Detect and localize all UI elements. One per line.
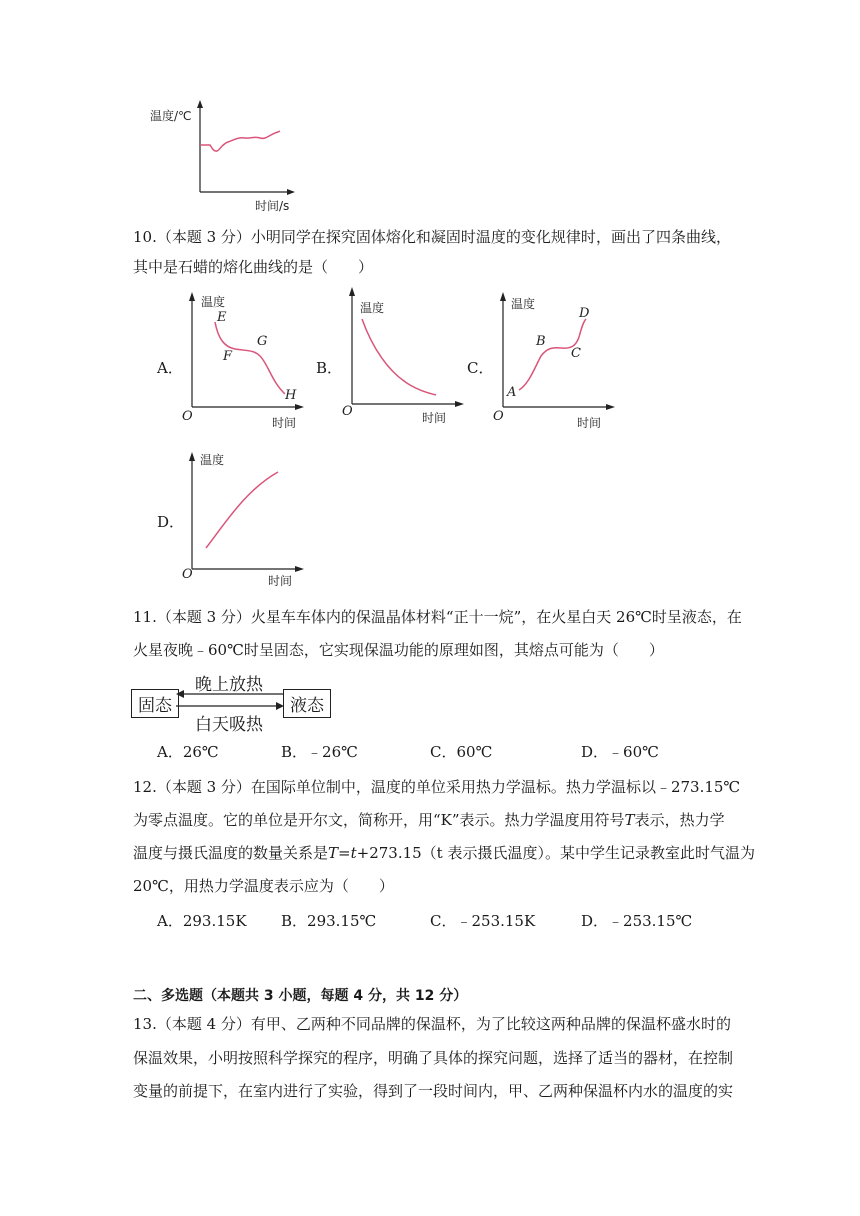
q11-arrow-left-head	[176, 690, 184, 698]
q12-formula: T=t+	[328, 844, 370, 862]
q11-line2: 火星夜晚﹣60℃时呈固态，它实现保温功能的原理如图，其熔点可能为（ ）	[133, 641, 664, 659]
q10-option-c-graph	[491, 292, 621, 432]
q10-option-d-graph	[180, 452, 310, 592]
q10-option-d-letter[interactable]: D．	[157, 513, 185, 531]
q10a-point-h: H	[285, 388, 297, 403]
q10b-y-arrow	[349, 287, 355, 296]
q10c-point-a: A	[507, 385, 517, 400]
q10d-y-arrow	[189, 452, 195, 461]
q10a-point-f: F	[223, 349, 233, 364]
q11-liquid-box: 液态	[283, 689, 331, 718]
q10c-point-b: B	[536, 334, 546, 349]
q10a-ylabel: 温度	[201, 295, 226, 309]
q10d-x-arrow	[295, 566, 304, 572]
q13-line3: 变量的前提下，在室内进行了实验，得到了一段时间内，甲、乙两种保温杯内水的温度的实	[133, 1082, 734, 1100]
q12-line1: 12.（本题 3 分）在国际单位制中，温度的单位采用热力学温标。热力学温标以﹣273.15℃	[133, 778, 741, 796]
section-2-heading: 二、多选题（本题共 3 小题，每题 4 分，共 12 分）	[133, 988, 468, 1004]
q12-line3-start: 温度与摄氏温度的数量关系是	[133, 844, 329, 862]
q12-line3	[133, 841, 755, 865]
q11-arrows	[176, 690, 286, 710]
q11-arrow-right-head	[276, 702, 284, 710]
q10a-point-g: G	[257, 334, 268, 349]
q10a-origin: O	[182, 409, 193, 424]
q12-line2	[133, 808, 725, 832]
q10c-x-arrow	[606, 404, 615, 410]
q11-top-arrow-label: 晚上放热	[195, 675, 263, 695]
q10a-x-arrow	[295, 404, 304, 410]
q12-option-d[interactable]: D．﹣253.15℃	[581, 912, 693, 930]
q10c-ylabel: 温度	[511, 297, 536, 311]
q10d-ylabel: 温度	[200, 453, 225, 467]
q10b-xlabel: 时间	[422, 411, 447, 425]
q10b-ylabel: 温度	[360, 301, 385, 315]
q10-option-a-graph	[180, 292, 310, 432]
q10b-origin: O	[342, 404, 353, 419]
q13-line2: 保温效果，小明按照科学探究的程序，明确了具体的探究问题，选择了适当的器材，在控制	[133, 1049, 734, 1067]
q11-line1: 11.（本题 3 分）火星车车体内的保温晶体材料“正十一烷”，在火星白天 26℃时呈液态，在	[133, 608, 742, 626]
q10d-curve	[206, 472, 278, 548]
q10-line1: 10.（本题 3 分）小明同学在探究固体熔化和凝固时温度的变化规律时，画出了四条曲线，	[133, 228, 731, 246]
top-graph-y-arrow	[197, 100, 203, 108]
q11-bottom-arrow-label: 白天吸热	[195, 715, 263, 735]
q12-option-c[interactable]: C．﹣253.15K	[430, 912, 536, 930]
q11-option-d[interactable]: D．﹣60℃	[581, 743, 659, 761]
q10-option-b-letter[interactable]: B．	[316, 359, 343, 377]
q10-line2: 其中是石蜡的熔化曲线的是（ ）	[133, 258, 374, 276]
q10b-curve	[362, 319, 436, 395]
q10d-origin: O	[182, 567, 193, 582]
q10b-x-arrow	[455, 401, 464, 407]
q11-option-c[interactable]: C．60℃	[430, 743, 493, 761]
q10c-origin: O	[493, 409, 504, 424]
q10d-xlabel: 时间	[268, 574, 293, 588]
q13-line1: 13.（本题 4 分）有甲、乙两种不同品牌的保温杯，为了比较这两种品牌的保温杯盛水时的	[133, 1015, 731, 1033]
q12-line4: 20℃，用热力学温度表示应为（ ）	[133, 877, 394, 895]
top-graph-ylabel: 温度/℃	[150, 109, 192, 123]
q10a-point-e: E	[217, 310, 227, 325]
top-graph-curve	[200, 131, 280, 151]
q10c-xlabel: 时间	[577, 416, 602, 430]
q10c-point-d: D	[579, 306, 590, 321]
top-graph-svg	[150, 100, 310, 213]
top-graph-xlabel: 时间/s	[255, 199, 290, 213]
q12-option-b[interactable]: B．293.15℃	[281, 912, 377, 930]
q12-line3-end: 273.15（t 表示摄氏温度）。某中学生记录教室此时气温为	[369, 844, 755, 862]
q10c-y-arrow	[500, 292, 506, 301]
q12-line2-start: 为零点温度。它的单位是开尔文，简称开，用“K”表示。热力学温度用符号	[133, 811, 625, 829]
q10a-xlabel: 时间	[272, 416, 297, 430]
q10-option-c-letter[interactable]: C．	[467, 359, 494, 377]
q10c-point-c: C	[571, 346, 581, 361]
q11-option-b[interactable]: B．﹣26℃	[281, 743, 358, 761]
q12-option-a[interactable]: A．293.15K	[157, 912, 247, 930]
q10-option-a-letter[interactable]: A．	[157, 359, 183, 377]
q10a-y-arrow	[189, 292, 195, 301]
q10-option-b-graph	[340, 287, 470, 427]
q12-line2-end: 表示，热力学	[634, 811, 725, 829]
q12-line2-symbol: T	[624, 811, 635, 829]
q11-solid-box: 固态	[131, 689, 179, 718]
q11-option-a[interactable]: A．26℃	[157, 743, 219, 761]
top-graph-x-arrow	[287, 189, 295, 195]
